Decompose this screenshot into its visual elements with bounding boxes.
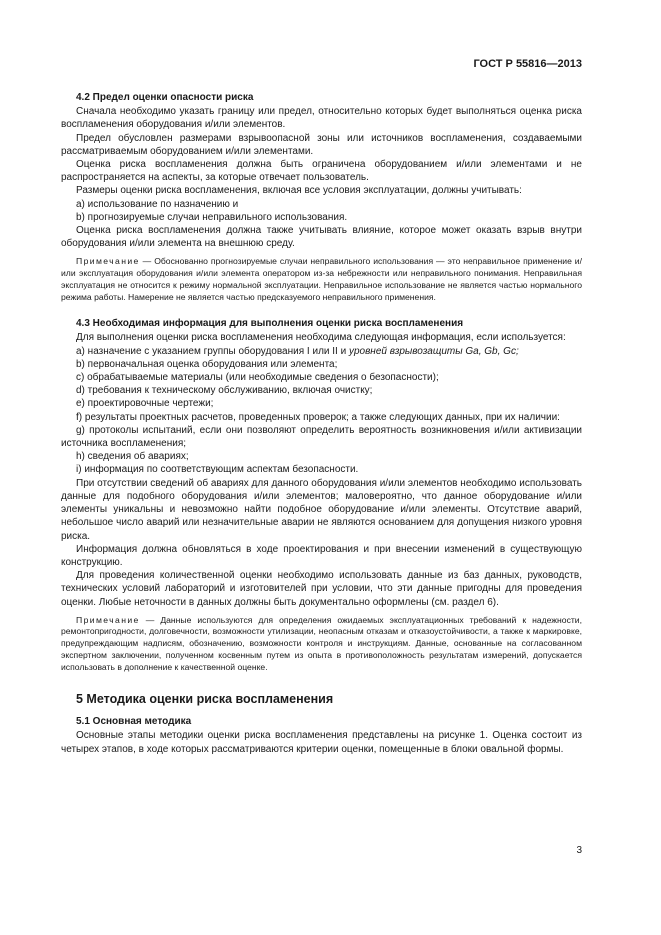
note-label: Примечание xyxy=(76,614,140,625)
list-item: e) проектировочные чертежи; xyxy=(76,398,214,410)
list-item: i) информация по соответствующим аспектам безопасности. xyxy=(76,464,359,476)
paragraph: Размеры оценки риска воспламенения, включая все условия эксплуатации, должны учитывать: xyxy=(76,185,522,197)
paragraph: Информация должна обновляться в ходе проектирования и при внесении изменений в существующую конструкцию. xyxy=(61,543,582,568)
paragraph: Оценка риска воспламенения должна быть ограничена оборудованием и/или элементами и не распространяется на аспекты, за которые отвечает пользователь. xyxy=(61,159,582,184)
paragraph: Для выполнения оценки риска воспламенения необходима следующая информация, если используется: xyxy=(76,332,566,344)
note xyxy=(61,256,582,303)
paragraph: При отсутствии сведений об авариях для данного оборудования и/или элементов необходимо использовать данные для подобного оборудования и/или элементов; маловероятно, что данное оборудование и/или элементы уникальны и невозможно найти подобное оборудование и/или элементы. Отсутствие аварий, небольшое число аварий или незначительные аварии не являются основанием для допущения низкого уровня риска. xyxy=(61,477,582,542)
paragraph: Сначала необходимо указать границу или предел, относительно которых будет выполняться оценка риска воспламенения оборудования и/или элементов. xyxy=(61,106,582,131)
list-item: b) первоначальная оценка оборудования или элемента; xyxy=(76,358,338,370)
note-text: — Обоснованно прогнозируемые случаи неправильного использования — это неправильное применение и/или эксплуатация оборудования и/или элемента оператором из-за небрежности или неправильного понимания. Неправильная эксплуатация не относится к режиму нормальной эксплуатации. Неправильное использование не является частью нормального режима работы. Намерение не является частью предсказуемого неправильного применения. xyxy=(61,256,582,302)
section-4-3-title: 4.3 Необходимая информация для выполнения оценки риска воспламенения xyxy=(76,318,464,330)
list-item: c) обрабатываемые материалы (или необходимые сведения о безопасности); xyxy=(76,372,439,384)
paragraph: Основные этапы методики оценки риска воспламенения представлены на рисунке 1. Оценка состоит из четырех этапов, в ходе которых рассматриваются критерии оценки, помещенные в блоки овальной формы. xyxy=(61,730,582,755)
list-item-text: a) назначение с указанием группы оборудования I или II и xyxy=(76,345,349,357)
list-item: h) сведения об авариях; xyxy=(76,451,189,463)
list-item xyxy=(61,345,582,358)
paragraph: Оценка риска воспламенения должна также учитывать влияние, которое может оказать взрыв внутри оборудования и/или элемента на внешнюю среду. xyxy=(61,225,582,250)
section-5-1-title: 5.1 Основная методика xyxy=(76,716,192,728)
paragraph: Предел обусловлен размерами взрывоопасной зоны или источников воспламенения, создаваемыми рассматриваемым оборудованием и/или элементами. xyxy=(61,132,582,157)
list-item: a) использование по назначению и xyxy=(76,198,239,210)
list-item: g) протоколы испытаний, если они позволяют определить вероятность возникновения и/или активизации источника воспламенения; xyxy=(61,424,582,450)
list-item: f) результаты проектных расчетов, проведенных проверок; а также следующих данных, при их наличии: xyxy=(76,411,560,423)
section-5-title: 5 Методика оценки риска воспламенения xyxy=(76,692,334,707)
document-body xyxy=(61,91,582,756)
page-number: 3 xyxy=(576,845,582,856)
paragraph: Для проведения количественной оценки необходимо использовать данные из баз данных, руководств, технических условий лабораторий и изготовителей при условии, что эти данные пригодны для проведения оценки. Любые неточности в данных должны быть документально оформлены (см. раздел 6). xyxy=(61,570,582,608)
list-item-italic: уровней взрывозащиты Ga, Gb, Gc; xyxy=(348,345,519,357)
note xyxy=(61,615,582,674)
list-item: b) прогнозируемые случаи неправильного использования. xyxy=(76,211,348,223)
note-label: Примечание xyxy=(76,256,140,267)
list-item: d) требования к техническому обслуживанию, включая очистку; xyxy=(76,385,373,397)
note-text: — Данные используются для определения ожидаемых эксплуатационных требований к надежности, ремонтопригодности, долговечности, возможности утилизации, неопасным отказам и отказоустойчивости, а также к маркировке, предупреждающим надписям, обозначению, возможности контроля и инструкциям. Данные, основанные на согласованном экспертном заключении, полученном косвенным путем из опыта в противоположность результатам измерений, допускается использовать в дополнение к качественной оценке. xyxy=(61,614,582,672)
document-number: ГОСТ Р 55816—2013 xyxy=(473,58,582,70)
section-4-2-title: 4.2 Предел оценки опасности риска xyxy=(76,92,254,103)
